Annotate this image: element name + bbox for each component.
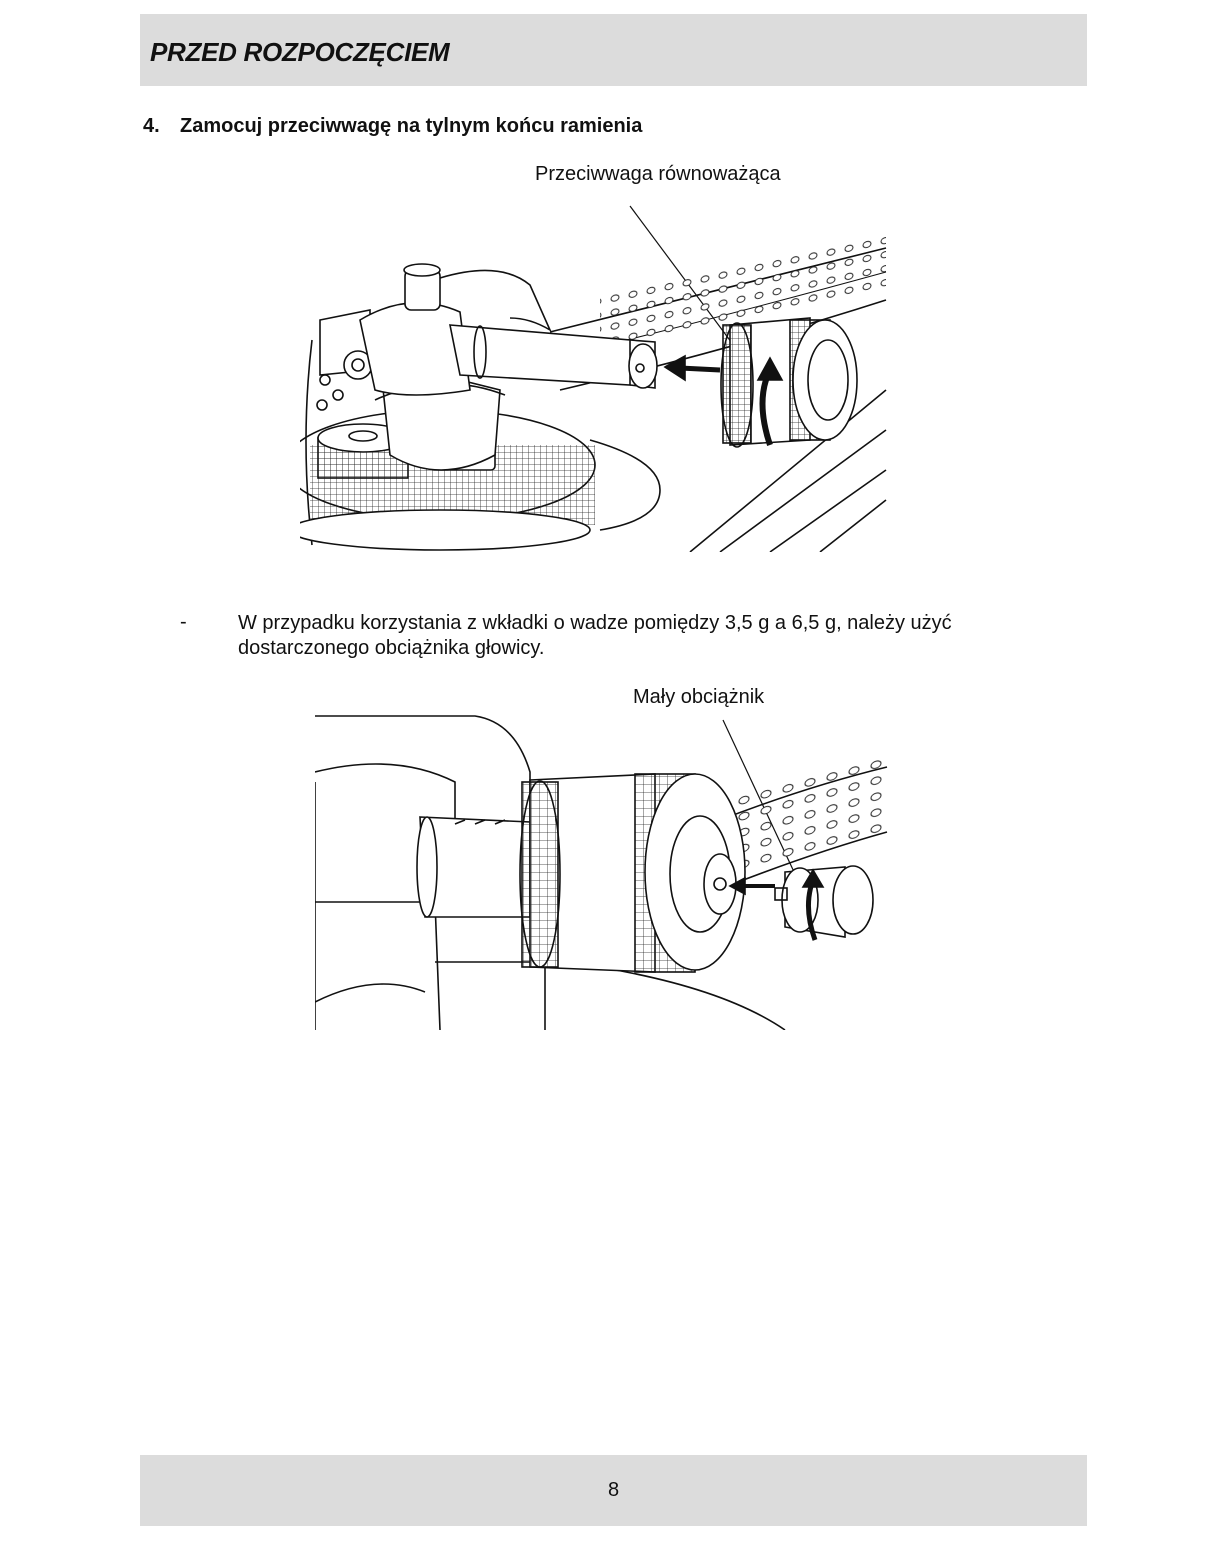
note-line-2: dostarczonego obciążnika głowicy. [238, 637, 545, 659]
note-dash: - [180, 611, 187, 633]
note-text [238, 611, 1048, 661]
step-title: Zamocuj przeciwwagę na tylnym końcu ramienia [180, 115, 643, 137]
page-number: 8 [607, 1479, 620, 1501]
small-weight-label: Mały obciążnik [633, 686, 765, 708]
note-line-1: W przypadku korzystania z wkładki o wadze pomiędzy 3,5 g a 6,5 g, należy użyć [238, 612, 952, 634]
page-title: PRZED ROZPOCZĘCIEM [150, 37, 450, 67]
counterweight-illustration [300, 200, 890, 552]
step-heading [143, 115, 642, 138]
counterweight-label: Przeciwwaga równoważąca [535, 163, 781, 185]
footer-bar [140, 1455, 1087, 1526]
step-number: 4. [143, 115, 160, 137]
small-weight-illustration [315, 712, 890, 1030]
header-bar [140, 14, 1087, 86]
